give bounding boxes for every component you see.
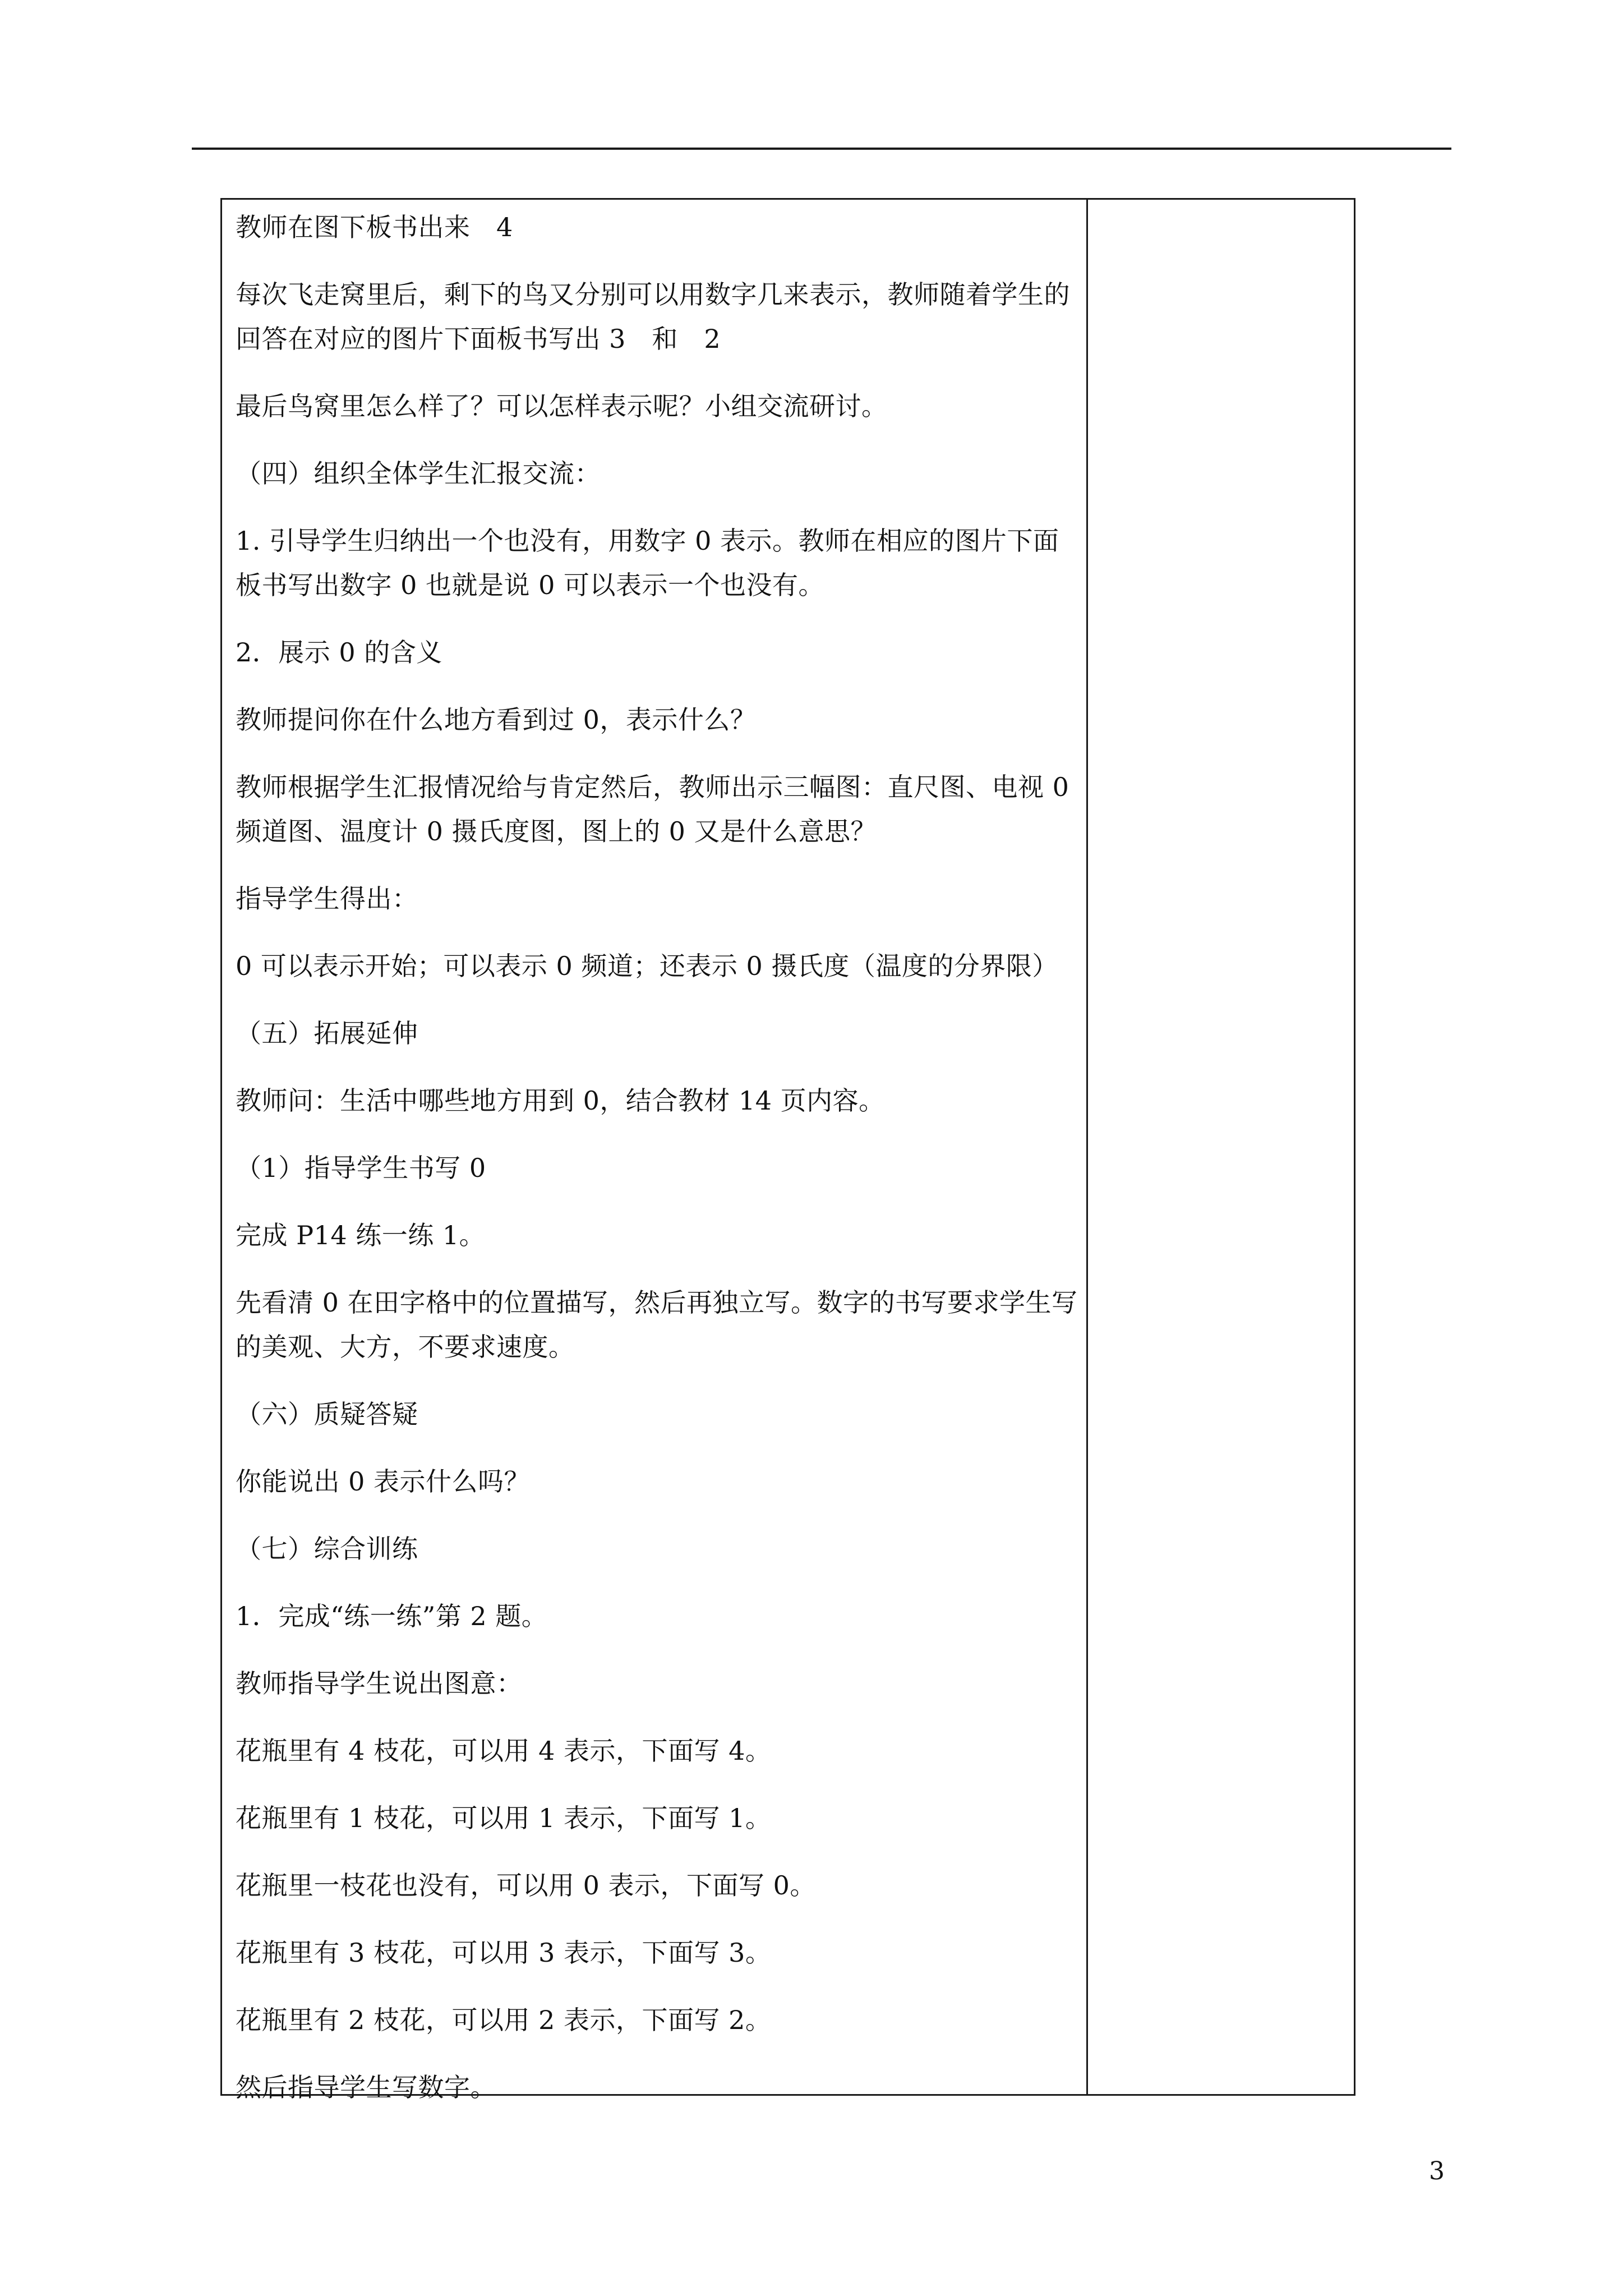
lesson-paragraph: 花瓶里有 3 枝花，可以用 3 表示，下面写 3。	[236, 1938, 772, 1968]
lesson-paragraph: 1．完成“练一练”第 2 题。	[236, 1601, 548, 1631]
lesson-paragraph: 先看清 0 在田字格中的位置描写，然后再独立写。数字的书写要求学生写的美观、大方，不要求速度。	[236, 1287, 1078, 1362]
lesson-paragraph: （七）综合训练	[236, 1534, 418, 1564]
lesson-paragraph: 你能说出 0 表示什么吗？	[236, 1466, 531, 1497]
lesson-paragraph: 教师问：生活中哪些地方用到 0，结合教材 14 页内容。	[236, 1085, 885, 1116]
lesson-paragraph: 花瓶里有 1 枝花，可以用 1 表示，下面写 1。	[236, 1803, 772, 1833]
lesson-paragraph: 1. 引导学生归纳出一个也没有，用数字 0 表示。教师在相应的图片下面板书写出数字 0 也就是说 0 可以表示一个也没有。	[236, 526, 1059, 600]
lesson-paragraph: （1）指导学生书写 0	[236, 1153, 486, 1183]
lesson-paragraph: 教师提问你在什么地方看到过 0，表示什么？	[236, 705, 757, 735]
header-rule	[192, 148, 1451, 150]
lesson-paragraph: （六）质疑答疑	[236, 1399, 418, 1429]
lesson-paragraph: 教师在图下板书出来 4	[236, 212, 513, 242]
lesson-paragraph: 教师根据学生汇报情况给与肯定然后，教师出示三幅图：直尺图、电视 0 频道图、温度计 0 摄氏度图，图上的 0 又是什么意思？	[236, 772, 1078, 846]
lesson-paragraph: 2．展示 0 的含义	[236, 637, 442, 668]
lesson-paragraph: 教师指导学生说出图意：	[236, 1668, 523, 1699]
page-number: 3	[1429, 2157, 1445, 2185]
lesson-paragraph: 花瓶里有 4 枝花，可以用 4 表示，下面写 4。	[236, 1736, 772, 1766]
lesson-paragraph: 每次飞走窝里后，剩下的鸟又分别可以用数字几来表示，教师随着学生的回答在对应的图片下面板书写出 3 和 2	[236, 279, 1070, 354]
lesson-table	[220, 198, 1355, 2102]
lesson-paragraph: （五）拓展延伸	[236, 1018, 418, 1048]
lesson-paragraph: 最后鸟窝里怎么样了？可以怎样表示呢？小组交流研讨。	[236, 391, 888, 421]
lesson-paragraph: 完成 P14 练一练 1。	[236, 1220, 486, 1250]
lesson-paragraph: 然后指导学生写数字。	[236, 2072, 496, 2102]
lesson-content-cell	[236, 205, 1080, 2110]
lesson-paragraph: 花瓶里一枝花也没有，可以用 0 表示，下面写 0。	[236, 1870, 816, 1901]
lesson-paragraph: 指导学生得出：	[236, 884, 418, 914]
notes-cell	[1088, 200, 1354, 2094]
lesson-paragraph: （四）组织全体学生汇报交流：	[236, 458, 601, 489]
lesson-paragraph: 花瓶里有 2 枝花，可以用 2 表示，下面写 2。	[236, 2005, 772, 2035]
lesson-paragraph: 0 可以表示开始；可以表示 0 频道；还表示 0 摄氏度（温度的分界限）	[236, 951, 1058, 981]
